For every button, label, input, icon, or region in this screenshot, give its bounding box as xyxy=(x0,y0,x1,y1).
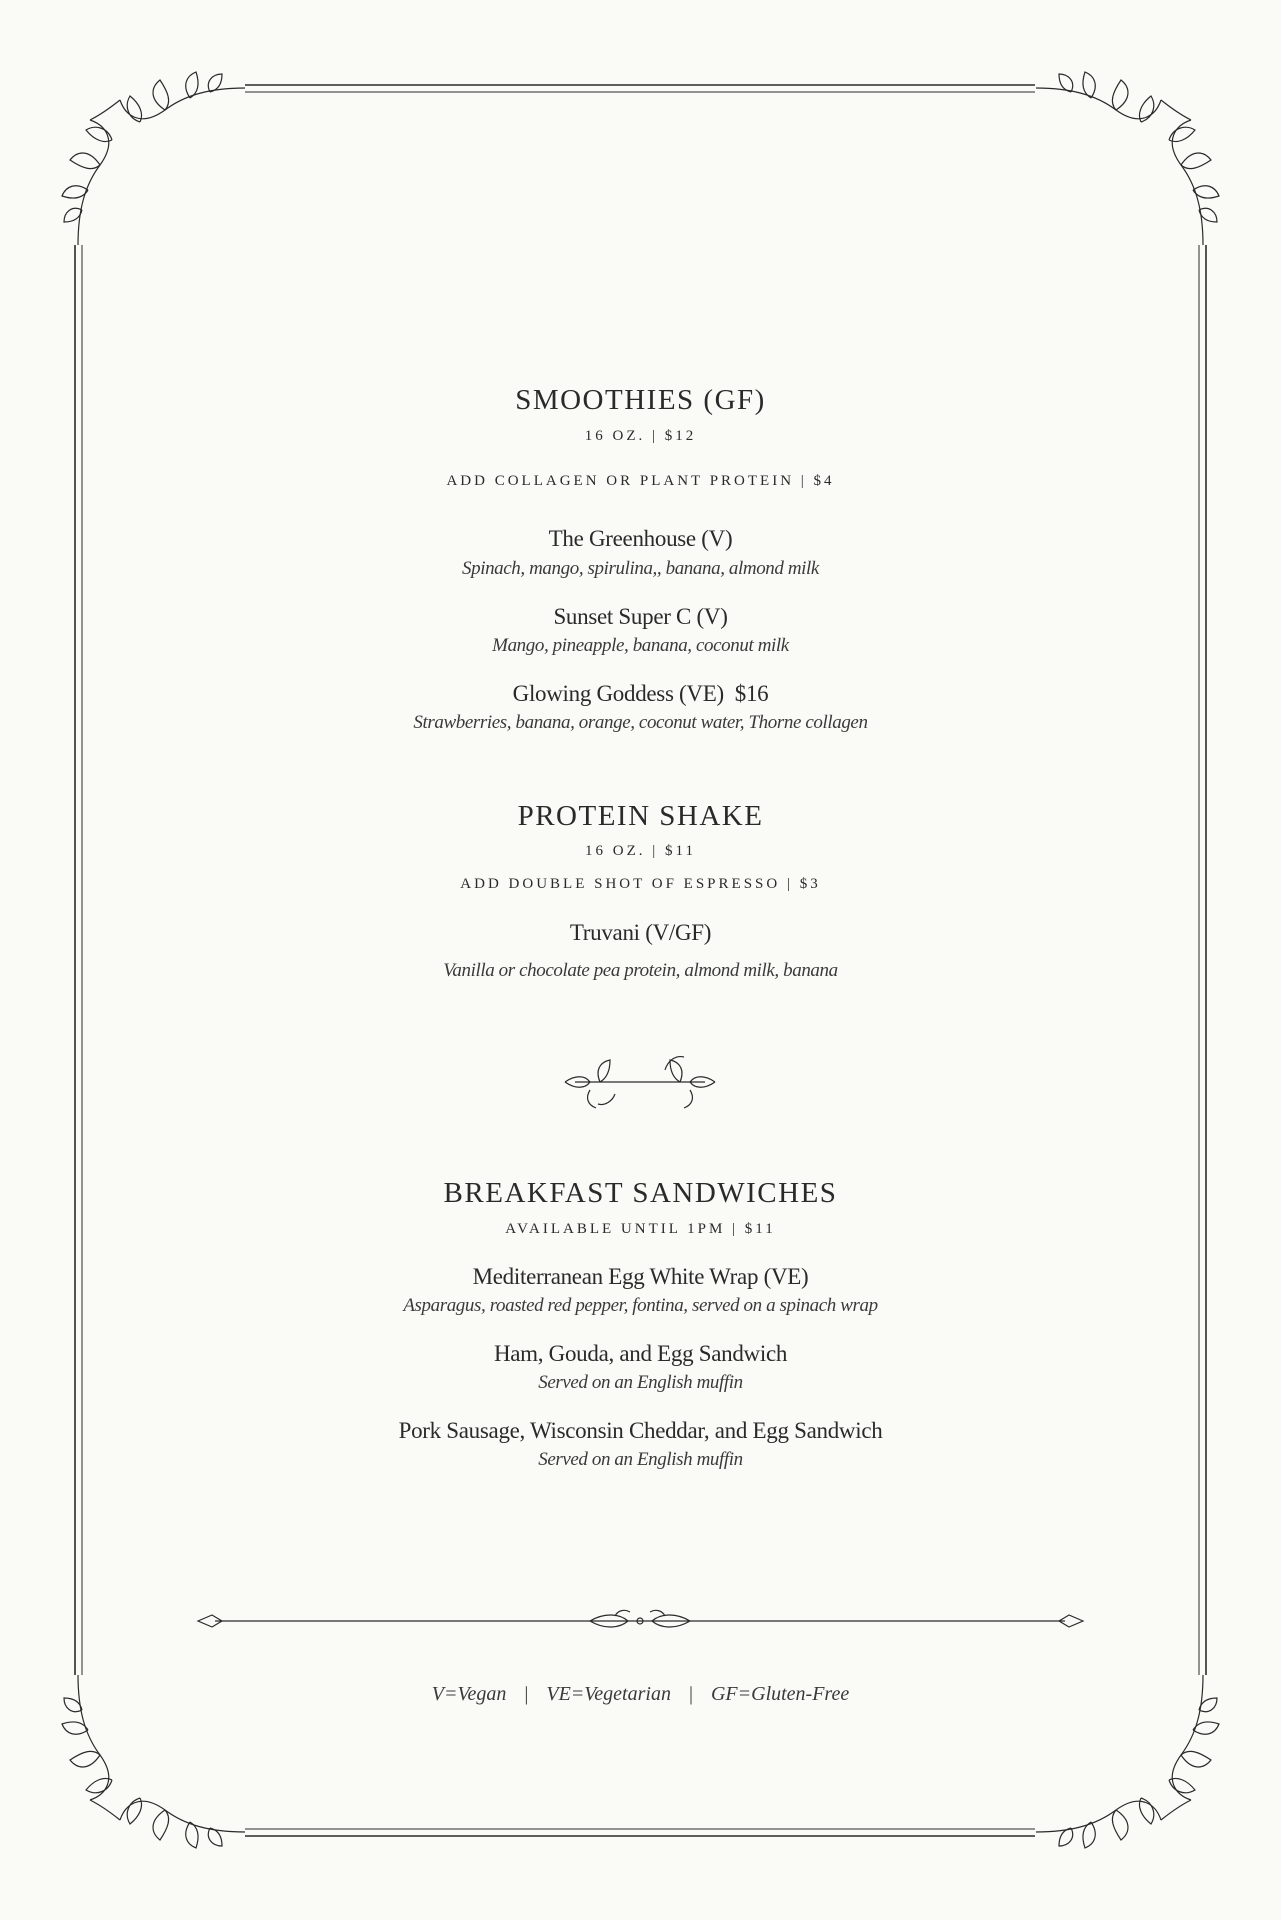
menu-item-description: Asparagus, roasted red pepper, fontina, served on a spinach wrap xyxy=(403,1295,878,1316)
menu-item-description: Served on an English muffin xyxy=(538,1372,743,1393)
menu-item-description: Vanilla or chocolate pea protein, almond milk, banana xyxy=(443,960,838,981)
menu-item-name: Mediterranean Egg White Wrap (VE) xyxy=(472,1264,809,1289)
legend-vegan: V=Vegan xyxy=(431,1683,507,1705)
menu-item-name: Glowing Goddess (VE) $16 xyxy=(512,681,769,706)
menu-item-name: Pork Sausage, Wisconsin Cheddar, and Egg Sandwich xyxy=(398,1418,883,1443)
legend-vegetarian: VE=Vegetarian xyxy=(546,1683,671,1705)
legend-separator: | xyxy=(524,1683,529,1705)
menu-item-name: Truvani (V/GF) xyxy=(569,920,712,945)
smoothies-size-price: 16 OZ. | $12 xyxy=(584,428,697,444)
menu-item-name: The Greenhouse (V) xyxy=(548,526,733,551)
menu-item-name: Sunset Super C (V) xyxy=(553,604,728,629)
breakfast-sandwiches-title: BREAKFAST SANDWICHES xyxy=(443,1177,838,1209)
smoothies-title: SMOOTHIES (GF) xyxy=(515,384,766,416)
protein-size-price: 16 OZ. | $11 xyxy=(585,843,696,859)
protein-shake-title: PROTEIN SHAKE xyxy=(517,800,764,832)
breakfast-availability: AVAILABLE UNTIL 1PM | $11 xyxy=(505,1221,776,1237)
flourish-divider-icon xyxy=(565,1057,715,1108)
menu-item-description: Strawberries, banana, orange, coconut water, Thorne collagen xyxy=(413,712,868,733)
footer-divider-icon xyxy=(198,1610,1083,1627)
legend-gluten-free: GF=Gluten-Free xyxy=(710,1683,850,1705)
menu-item-name: Ham, Gouda, and Egg Sandwich xyxy=(493,1341,788,1366)
menu-item-description: Spinach, mango, spirulina,, banana, almond milk xyxy=(462,558,819,579)
protein-addon: ADD DOUBLE SHOT OF ESPRESSO | $3 xyxy=(460,876,821,892)
corner-flourish-icon xyxy=(62,72,245,245)
menu-item-description: Mango, pineapple, banana, coconut milk xyxy=(492,635,789,656)
menu-item-description: Served on an English muffin xyxy=(538,1449,743,1470)
dietary-legend xyxy=(0,1683,1281,1706)
legend-separator: | xyxy=(688,1683,693,1705)
smoothies-addon: ADD COLLAGEN OR PLANT PROTEIN | $4 xyxy=(446,473,835,489)
